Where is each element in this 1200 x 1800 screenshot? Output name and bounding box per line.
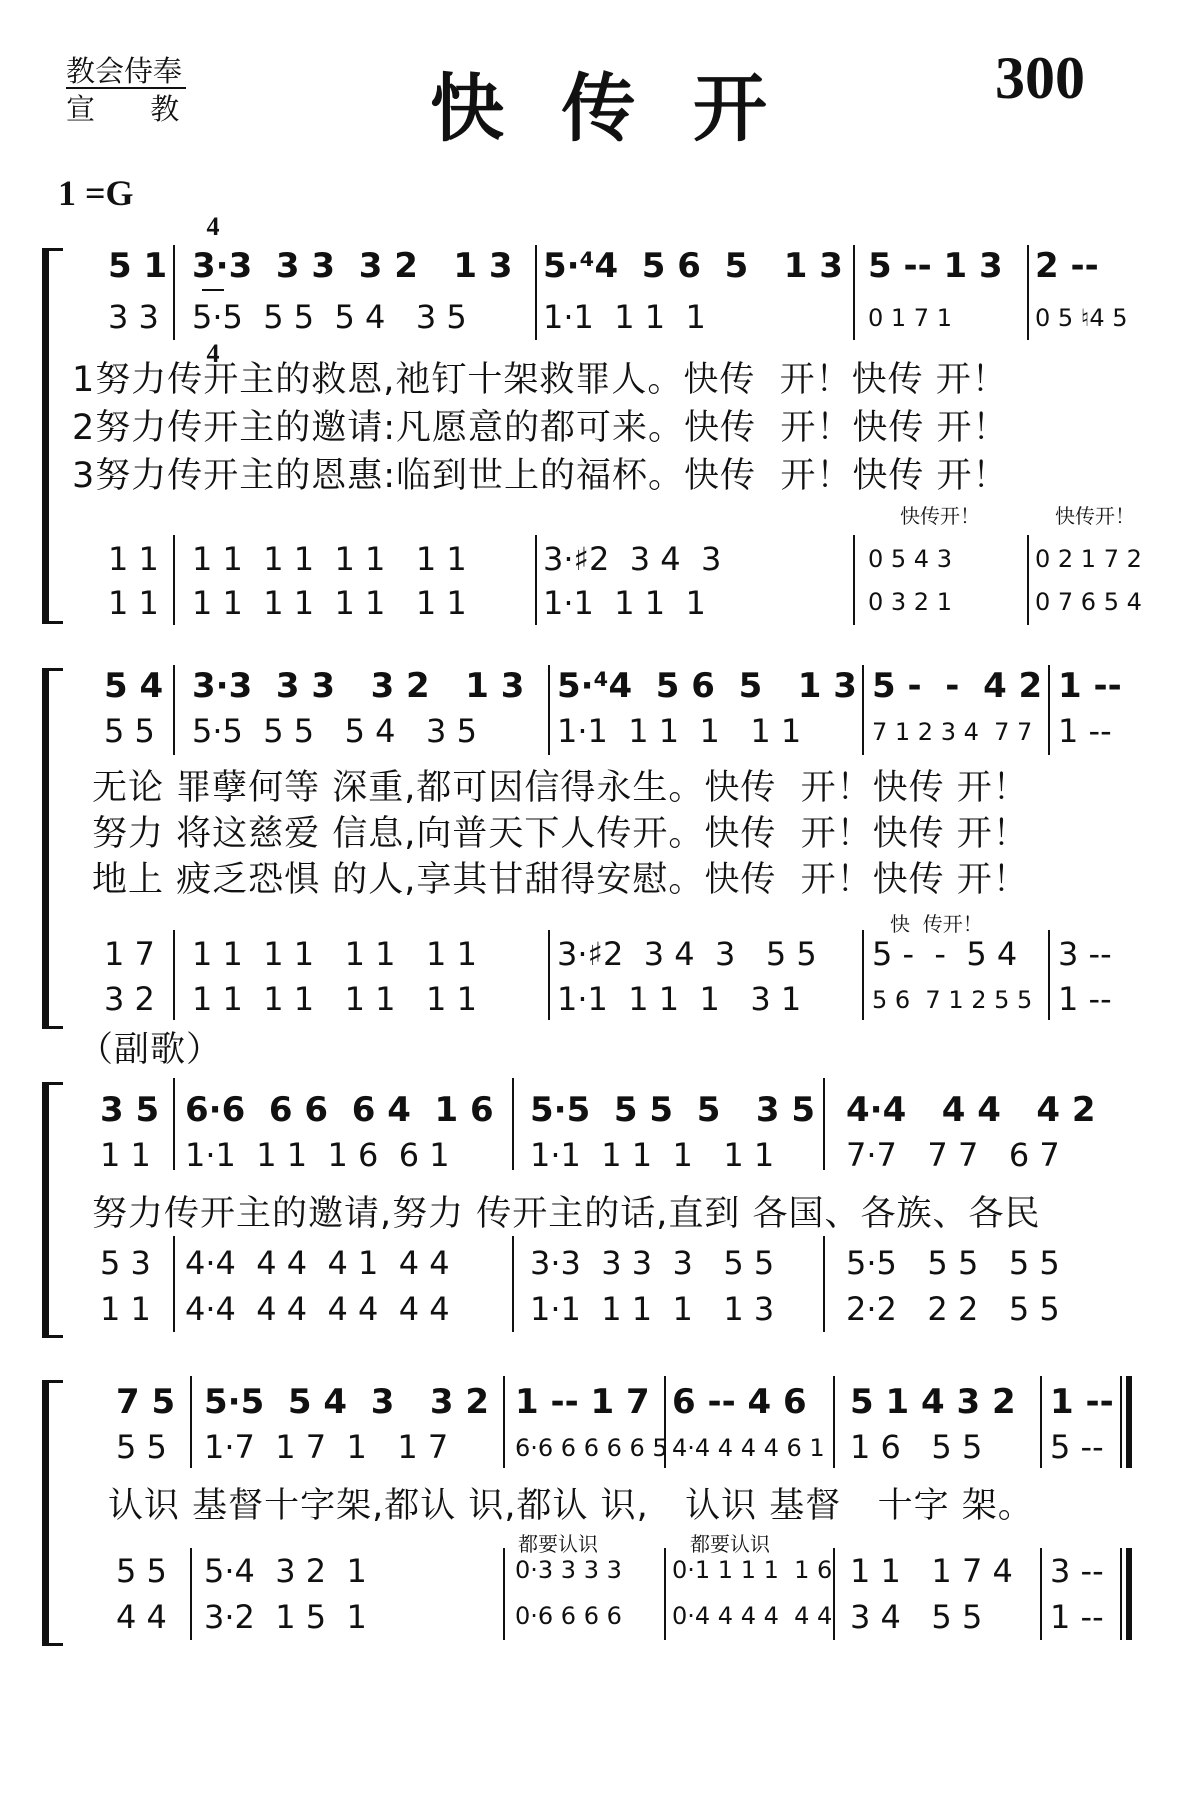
- tenor-note-group: 3 --: [1050, 1552, 1104, 1590]
- bass-note-group: 5 6 7 1 2 5 5: [872, 986, 1033, 1014]
- category-sublabel: 宣 教: [66, 92, 180, 126]
- bar-line: [1027, 245, 1029, 340]
- bar-line: [173, 1078, 175, 1170]
- alto-note-group: 1·1 1 1 1 6 6 1: [185, 1136, 450, 1174]
- alto-note-group: 0 1 7 1: [868, 304, 952, 332]
- lyric-verse-3: 地上 疲乏恐惧 的人,享其甘甜得安慰。快传 开！快传 开！: [92, 860, 1029, 900]
- tenor-note-group: 0·3 3 3 3: [515, 1556, 622, 1584]
- bass-note-group: 4·4 4 4 4 4 4 4: [185, 1290, 450, 1328]
- lyric-verse-2: 努力 将这慈爱 信息,向普天下人传开。快传 开！快传 开！: [92, 814, 1029, 854]
- soprano-note-group: 3 5: [100, 1090, 160, 1130]
- bar-line: [1040, 1376, 1042, 1468]
- soprano-note-group: 5 - - 4 2: [872, 666, 1043, 706]
- tenor-note-group: 3·♯2 3 4 3: [543, 540, 722, 578]
- bar-line: [664, 1548, 666, 1640]
- bar-line: [862, 930, 864, 1020]
- bar-line: [1048, 930, 1050, 1020]
- alto-note-group: 5·5 5 5 5 4 3 5: [192, 712, 477, 750]
- bar-line: [535, 245, 537, 340]
- bar-line: [1040, 1548, 1042, 1640]
- bar-line: [535, 535, 537, 625]
- tenor-note-group: 1 1 1 1 1 1 1 1: [192, 540, 467, 578]
- tenor-note-group: 1 1 1 1 1 1 1 1: [192, 935, 477, 973]
- alto-note-group: 1·1 1 1 1 1 1: [557, 712, 802, 750]
- key-signature: 1 =G: [58, 173, 134, 213]
- chorus-label: （副歌）: [78, 1030, 223, 1070]
- soprano-note-group: 6·6 6 6 6 4 1 6: [185, 1090, 494, 1130]
- hymn-title: 快 传 开: [430, 66, 770, 152]
- lyric-chorus: 努力传开主的邀请,努力 传开主的话,直到 各国、各族、各民: [92, 1194, 1041, 1234]
- final-bar-thick: [1126, 1548, 1132, 1640]
- cue-text: 快传开！: [1055, 504, 1135, 528]
- bar-line: [853, 245, 855, 340]
- soprano-note-group: 1 --: [1058, 666, 1122, 706]
- bass-note-group: 3·2 1 5 1: [204, 1598, 367, 1636]
- bass-note-group: 1 --: [1050, 1598, 1104, 1636]
- final-bar-thin: [1120, 1376, 1122, 1468]
- tenor-note-group: 0·1 1 1 1 1 6: [672, 1556, 833, 1584]
- alto-note-group: 1 1: [100, 1136, 151, 1174]
- tenor-note-group: 0 2 1 7 2: [1035, 545, 1142, 573]
- bass-note-group: 0·4 4 4 4 4 4: [672, 1602, 833, 1630]
- bar-line: [548, 930, 550, 1020]
- tenor-note-group: 3·♯2 3 4 3 5 5: [557, 935, 817, 973]
- cue-text: 都要认识: [518, 1532, 598, 1556]
- bass-note-group: 1·1 1 1 1 1 3: [530, 1290, 775, 1328]
- alto-note-group: 5 --: [1050, 1428, 1104, 1466]
- alto-note-group: 7·7 7 7 6 7: [846, 1136, 1060, 1174]
- soprano-note-group: 3·3 3 3 3 2 1 3: [192, 246, 513, 286]
- bar-line: [503, 1548, 505, 1640]
- bass-note-group: 0 3 2 1: [868, 588, 952, 616]
- category-label: 教会侍奉: [66, 54, 183, 88]
- soprano-note-group: 6 -- 4 6: [672, 1382, 807, 1422]
- alto-note-group: 5 5: [116, 1428, 167, 1466]
- alto-note-group: 1 6 5 5: [850, 1428, 983, 1466]
- bar-line: [823, 1078, 825, 1170]
- lyric-verse-3: 3努力传开主的恩惠:临到世上的福杯。快传 开！快传 开！: [72, 456, 1009, 496]
- bar-line: [173, 245, 175, 340]
- bar-line: [833, 1548, 835, 1640]
- alto-note-group: 5 5: [104, 712, 155, 750]
- tenor-note-group: 4·4 4 4 4 1 4 4: [185, 1244, 450, 1282]
- lyric-verse-2: 2努力传开主的邀请:凡愿意的都可来。快传 开！快传 开！: [72, 408, 1009, 448]
- bar-line: [548, 665, 550, 755]
- alto-note-group: 5·5 5 5 5 4 3 5: [192, 298, 467, 336]
- soprano-note-group: 4·4 4 4 4 2: [846, 1090, 1096, 1130]
- tenor-note-group: 1 1: [108, 540, 159, 578]
- bar-line: [173, 535, 175, 625]
- bass-note-group: 1 1: [108, 584, 159, 622]
- bar-line: [190, 1376, 192, 1468]
- category-underline: [66, 87, 186, 89]
- alto-note-group: 4·4 4 4 4 6 1: [672, 1434, 825, 1462]
- cue-text: 快传开！: [900, 504, 980, 528]
- bar-line: [173, 930, 175, 1020]
- soprano-note-group: 5 -- 1 3: [868, 246, 1003, 286]
- alto-note-group: 1·1 1 1 1: [543, 298, 706, 336]
- bass-note-group: 1 --: [1058, 980, 1112, 1018]
- soprano-note-group: 5 1: [108, 246, 168, 286]
- system-brace: [42, 1380, 63, 1646]
- lyric-verse-1: 无论 罪孽何等 深重,都可因信得永生。快传 开！快传 开！: [92, 768, 1029, 808]
- bass-note-group: 4 4: [116, 1598, 167, 1636]
- alto-note-group: 1·7 1 7 1 1 7: [204, 1428, 449, 1466]
- bass-note-group: 0 7 6 5 4: [1035, 588, 1142, 616]
- bar-line: [190, 1548, 192, 1640]
- soprano-note-group: 7 5: [116, 1382, 176, 1422]
- bass-note-group: 1 1 1 1 1 1 1 1: [192, 584, 467, 622]
- soprano-note-group: 5 4: [104, 666, 164, 706]
- tenor-note-group: 3 --: [1058, 935, 1112, 973]
- bar-line: [862, 665, 864, 755]
- bar-line: [1027, 535, 1029, 625]
- bar-line: [853, 535, 855, 625]
- bass-note-group: 1·1 1 1 1: [543, 584, 706, 622]
- bar-line: [512, 1078, 514, 1170]
- bar-line: [833, 1376, 835, 1468]
- bass-note-group: 2·2 2 2 5 5: [846, 1290, 1060, 1328]
- soprano-note-group: 1 -- 1 7: [515, 1382, 650, 1422]
- tenor-note-group: 5·5 5 5 5 5: [846, 1244, 1060, 1282]
- bass-note-group: 1 1: [100, 1290, 151, 1328]
- bar-line: [512, 1236, 514, 1332]
- bass-note-group: 1 1 1 1 1 1 1 1: [192, 980, 477, 1018]
- bass-note-group: 1·1 1 1 1 3 1: [557, 980, 802, 1018]
- soprano-note-group: 2 --: [1035, 246, 1099, 286]
- tenor-note-group: 1 1 1 7 4: [850, 1552, 1013, 1590]
- system-brace: [42, 668, 63, 1029]
- tenor-note-group: 5 3: [100, 1244, 151, 1282]
- system-brace: [42, 248, 63, 624]
- soprano-note-group: 5 1 4 3 2: [850, 1382, 1016, 1422]
- bass-note-group: 0·6 6 6 6: [515, 1602, 622, 1630]
- hymn-number: 300: [995, 45, 1085, 111]
- system-brace: [42, 1082, 63, 1338]
- final-bar-thin: [1120, 1548, 1122, 1640]
- time-top: 4: [206, 212, 220, 241]
- soprano-note-group: 5·⁴4 5 6 5 1 3: [557, 666, 857, 706]
- bar-line: [173, 665, 175, 755]
- tenor-note-group: 1 7: [104, 935, 155, 973]
- cue-text: 快 传开！: [890, 912, 983, 936]
- bar-line: [503, 1376, 505, 1468]
- alto-note-group: 1·1 1 1 1 1 1: [530, 1136, 775, 1174]
- soprano-note-group: 5·⁴4 5 6 5 1 3: [543, 246, 843, 286]
- final-bar-thick: [1126, 1376, 1132, 1468]
- time-bar: [202, 289, 224, 291]
- tenor-note-group: 5·4 3 2 1: [204, 1552, 367, 1590]
- alto-note-group: 3 3: [108, 298, 159, 336]
- bass-note-group: 3 4 5 5: [850, 1598, 983, 1636]
- soprano-note-group: 3·3 3 3 3 2 1 3: [192, 666, 525, 706]
- alto-note-group: 6·6 6 6 6 6 5: [515, 1434, 668, 1462]
- alto-note-group: 7 1 2 3 4 7 7: [872, 718, 1033, 746]
- bass-note-group: 3 2: [104, 980, 155, 1018]
- alto-note-group: 0 5 ♮4 5: [1035, 304, 1128, 332]
- bar-line: [1048, 665, 1050, 755]
- soprano-note-group: 5·5 5 4 3 3 2: [204, 1382, 490, 1422]
- tenor-note-group: 3·3 3 3 3 5 5: [530, 1244, 775, 1282]
- alto-note-group: 1 --: [1058, 712, 1112, 750]
- lyric-chorus-end: 认识 基督十字架,都认 识,都认 识, 认识 基督 十字 架。: [108, 1486, 1034, 1526]
- tenor-note-group: 5 5: [116, 1552, 167, 1590]
- tenor-note-group: 5 - - 5 4: [872, 935, 1018, 973]
- cue-text: 都要认识: [690, 1532, 770, 1556]
- time-bottom: 4: [206, 339, 220, 368]
- bar-line: [823, 1236, 825, 1332]
- soprano-note-group: 1 --: [1050, 1382, 1114, 1422]
- soprano-note-group: 5·5 5 5 5 3 5: [530, 1090, 816, 1130]
- bar-line: [173, 1236, 175, 1332]
- tenor-note-group: 0 5 4 3: [868, 545, 952, 573]
- lyric-verse-1: 1努力传开主的救恩,祂钉十架救罪人。快传 开！快传 开！: [72, 360, 1008, 400]
